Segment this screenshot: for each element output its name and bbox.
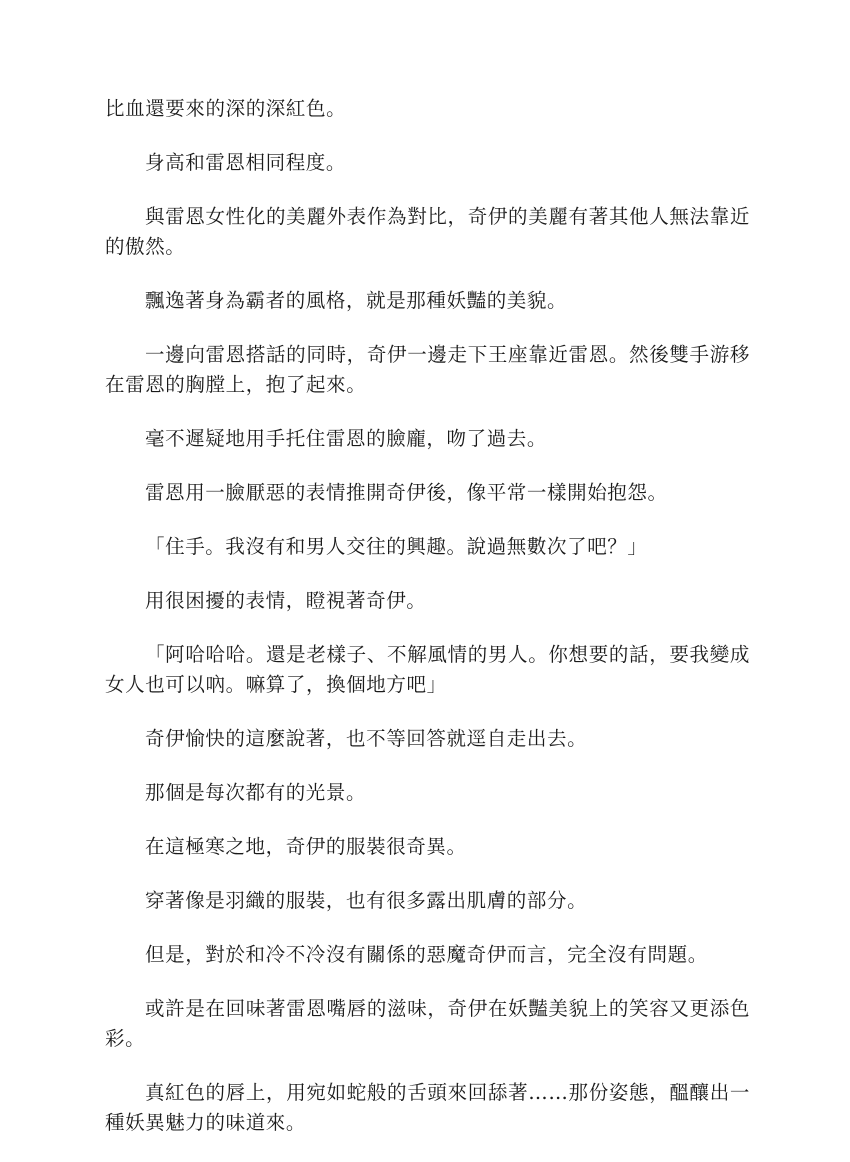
paragraph: 比血還要來的深的深紅色。 (105, 97, 347, 120)
paragraph: 用很困擾的表情，瞪視著奇伊。 (145, 589, 427, 612)
paragraph: 身高和雷恩相同程度。 (145, 151, 347, 174)
paragraph: 毫不遲疑地用手托住雷恩的臉龐，吻了過去。 (145, 427, 548, 450)
paragraph: 與雷恩女性化的美麗外表作為對比，奇伊的美麗有著其他人無法靠近的傲然。 (105, 205, 750, 258)
paragraph: 真紅色的唇上，用宛如蛇般的舌頭來回舔著……那份姿態，醞釀出一種妖異魅力的味道來。 (105, 1081, 750, 1134)
paragraph: 一邊向雷恩搭話的同時，奇伊一邊走下王座靠近雷恩。然後雙手游移在雷恩的胸膛上，抱了起來。 (105, 343, 750, 396)
paragraph: 那個是每次都有的光景。 (145, 781, 367, 804)
paragraph: 在這極寒之地，奇伊的服裝很奇異。 (145, 835, 467, 858)
paragraph: 飄逸著身為霸者的風格，就是那種妖豔的美貌。 (145, 289, 568, 312)
paragraph: 但是，對於和冷不冷沒有關係的惡魔奇伊而言，完全沒有問題。 (145, 943, 708, 966)
paragraph: 或許是在回味著雷恩嘴唇的滋味，奇伊在妖豔美貌上的笑容又更添色彩。 (105, 997, 750, 1050)
paragraph: 雷恩用一臉厭惡的表情推開奇伊後，像平常一樣開始抱怨。 (145, 481, 668, 504)
paragraph: 「阿哈哈哈。還是老樣子、不解風情的男人。你想要的話，要我變成女人也可以吶。嘛算了，換個地方吧」 (105, 643, 750, 696)
paragraph: 「住手。我沒有和男人交往的興趣。說過無數次了吧？」 (145, 535, 648, 558)
paragraph: 穿著像是羽織的服裝，也有很多露出肌膚的部分。 (145, 889, 588, 912)
paragraph: 奇伊愉快的這麼說著，也不等回答就逕自走出去。 (145, 727, 588, 750)
document-body (105, 94, 750, 1162)
